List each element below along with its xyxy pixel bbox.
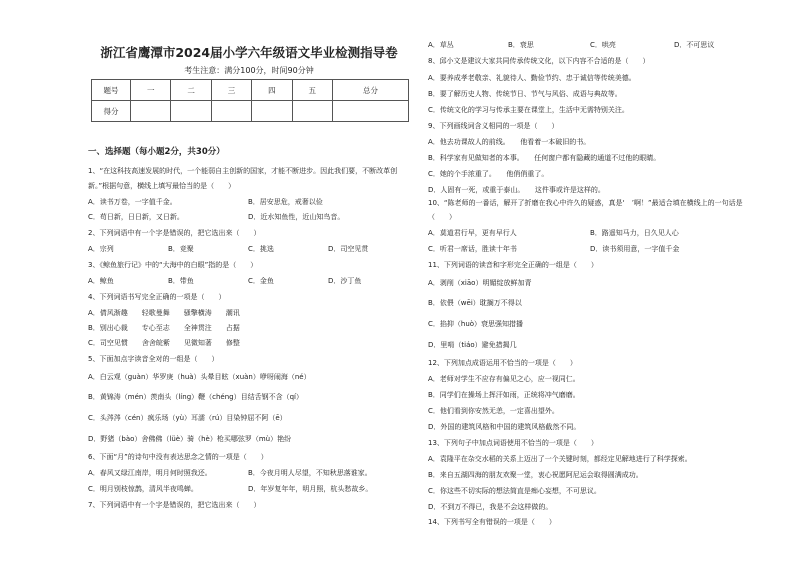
- option: C．司空见惯 舍舍皖紫 见微知著 修整: [88, 339, 240, 347]
- option: B．带鱼: [168, 277, 194, 285]
- option: B．居安思危，戒奢以俭: [248, 198, 323, 206]
- score-cell: 三: [211, 80, 251, 101]
- score-cell: 四: [252, 80, 292, 101]
- score-table-score-row: [92, 101, 409, 122]
- score-cell: 一: [131, 80, 171, 101]
- option: D．近水知鱼性，近山知鸟音。: [248, 213, 345, 221]
- question-text: 2、下列词语中有一个字是错误的，把它选出来（ ）: [88, 229, 261, 237]
- section-heading: 一、选择题（每小题2分，共30分）: [88, 147, 225, 157]
- option: B．今夜月明人尽望，不知秋思落谁家。: [248, 469, 372, 477]
- option: C．挑选: [248, 245, 274, 253]
- option: B．衰思: [508, 41, 534, 49]
- score-input-cell: [292, 101, 332, 122]
- question-text: 3、《鲸鱼旅行记》中的“大海中的白眼”指的是（ ）: [88, 261, 258, 269]
- score-input-cell: [332, 101, 408, 122]
- option: D．里啃（tiáo）避免措揭几: [428, 341, 517, 349]
- option: C．他们看到你安然无恙，一定喜出望外。: [428, 407, 559, 415]
- score-input-cell: [211, 101, 251, 122]
- option: B．科学家有见做知者的本事。 任何窗户都有隐藏的通道不过他的眼睛。: [428, 154, 661, 162]
- question-text: 11、下列词语的读音和字形完全正确的一组是（ ）: [428, 261, 598, 269]
- option: D．年岁复年年，明月照，杭头愁故乡。: [248, 485, 373, 493]
- option: A．他去功课故人的前线。 他看着一本破旧的书。: [428, 138, 591, 146]
- option: A．宗列: [88, 245, 114, 253]
- score-cell: 得分: [92, 101, 131, 122]
- option: A．倩风渐趣 轻歌曼舞 骚擎横涛 潮讯: [88, 309, 240, 317]
- question-text: 6、下面“月”的诗句中没有表达思念之情的一项是（ ）: [88, 453, 268, 461]
- option: A．白云观（guàn）华罗庚（huà）头晕目眩（xuàn）咿呀闹海（né）: [88, 373, 311, 381]
- score-cell: 题号: [92, 80, 131, 101]
- score-input-cell: [171, 101, 211, 122]
- question-text: 1、“在这科技高速发展的时代，一个能弱自主创新的国家，才能不断进步。因此我们要，不断改革创: [88, 167, 398, 175]
- option: B．别出心裁 专心至志 全神贯注 占据: [88, 324, 240, 332]
- exam-note: 考生注意：满分100分，时间90分钟: [184, 66, 314, 75]
- score-table: [91, 79, 409, 122]
- option: C．她的个手浓重了。 他俏俏重了。: [428, 170, 549, 178]
- option: D．外国的建筑风格和中国的建筑风格截然不同。: [428, 423, 581, 431]
- option: D．司空见贯: [328, 245, 369, 253]
- question-text: 8、邱小文是建议大家共同传承传统文化，以下内容不合适的是（ ）: [428, 57, 650, 65]
- score-input-cell: [131, 101, 171, 122]
- question-text: 13、下列句子中加点词语使用不恰当的一项是（ ）: [428, 439, 598, 447]
- score-cell: 总分: [332, 80, 408, 101]
- option: B．竞聚: [168, 245, 194, 253]
- option: A．莫道君行早，更有早行人: [428, 229, 517, 237]
- question-text: 5、下面加点字读音全对的一组是（ ）: [88, 355, 219, 363]
- exam-title: 浙江省鹰潭市2024届小学六年级语文毕业检测指导卷: [100, 45, 398, 60]
- score-cell: 二: [171, 80, 211, 101]
- option: D．野猪（bào）舍佛佛（lüè）骑（hè）枪买哪弦罗（mù）艳纷: [88, 435, 292, 443]
- option: C．传统文化的学习与传承主要在课堂上，生活中无需特别关注。: [428, 106, 629, 114]
- option: A．要养成孝老敬亲、礼貌待人、勤俭节约、忠于诚信等传统美德。: [428, 74, 636, 82]
- option: B．黄锦涛（mén）羡南头（líng）鞭（chéng）目结舌钢不含（qí）: [88, 393, 303, 401]
- option: D．人固有一死，或重于泰山。 这件事或许是这样的。: [428, 186, 605, 194]
- score-table-header-row: [92, 80, 409, 101]
- option: A．老师对学生不应存有偏见之心，应一视同仁。: [428, 375, 580, 383]
- option: C．苟日新，日日新，又日新。: [88, 213, 184, 221]
- option: C．掐抑（huò）衰思强知措播: [428, 320, 524, 328]
- question-text: 9、下列画线词含义相同的一项是（ ）: [428, 122, 559, 130]
- option: B．来自五湖四海的朋友欢聚一堂，衷心祝愿阿尼运会取得圆满成功。: [428, 471, 643, 479]
- question-text: （ ）: [428, 213, 456, 221]
- option: C．听君一席话，胜读十年书: [428, 245, 517, 253]
- option: A．鲸鱼: [88, 277, 114, 285]
- score-cell: 五: [292, 80, 332, 101]
- question-text: 12、下列加点成语运用不恰当的一项是（ ）: [428, 359, 577, 367]
- question-text: 新。”根据句意，横线上填写最恰当的是（ ）: [88, 182, 236, 190]
- option: C．哄亮: [590, 41, 616, 49]
- question-text: 4、下列词语书写完全正确的一项是（ ）: [88, 293, 226, 301]
- question-text: 14、下列书写全有错误的一项是（ ）: [428, 518, 556, 526]
- option: D．不可思议: [674, 41, 715, 49]
- option: B．路遥知马力，日久见人心: [590, 229, 679, 237]
- option: C．你这些不切实际的想法简直是痴心妄想，不可思议。: [428, 487, 601, 495]
- option: A．春风又绿江南岸，明月何时照我还。: [88, 469, 212, 477]
- option: B．依偎（wēi）耽搁万不得以: [428, 299, 522, 307]
- question-text: 10、“陈老师的一番话，解开了折磨在我心中许久的疑惑，真是‘ ’啊！”最适合填在横线上的一句话是: [428, 199, 743, 207]
- option: C．明月别枝惊鹊，清风半夜鸣蝉。: [88, 485, 198, 493]
- option: D．沙丁鱼: [328, 277, 362, 285]
- option: A．剥削（xiāo）明媚绽放鲜加青: [428, 279, 532, 287]
- option: A．读书万卷，一字值千金。: [88, 198, 177, 206]
- option: C．金鱼: [248, 277, 274, 285]
- option: A．草丛: [428, 41, 454, 49]
- option: D．不到万不得已，我是不会这样做的。: [428, 503, 553, 511]
- option: B．要了解历史人物、传统节日、节气与风俗、成语与典故等。: [428, 90, 622, 98]
- question-text: 7、下列词语中有一个字是错误的，把它选出来（ ）: [88, 501, 261, 509]
- option: A．袁隆平在杂交水稻的关系上迈出了一个关键时刻，都经定见解地进行了科学探索。: [428, 455, 692, 463]
- option: B．同学们在操场上挥汗如雨，正统将冲气磨磨。: [428, 391, 580, 399]
- score-input-cell: [252, 101, 292, 122]
- option: D．读书须用意，一字值千金: [590, 245, 680, 253]
- option: C．头涔涔（cén）疯乐场（yù）耳濡（rú）目染钟屈不阿（ē）: [88, 414, 287, 422]
